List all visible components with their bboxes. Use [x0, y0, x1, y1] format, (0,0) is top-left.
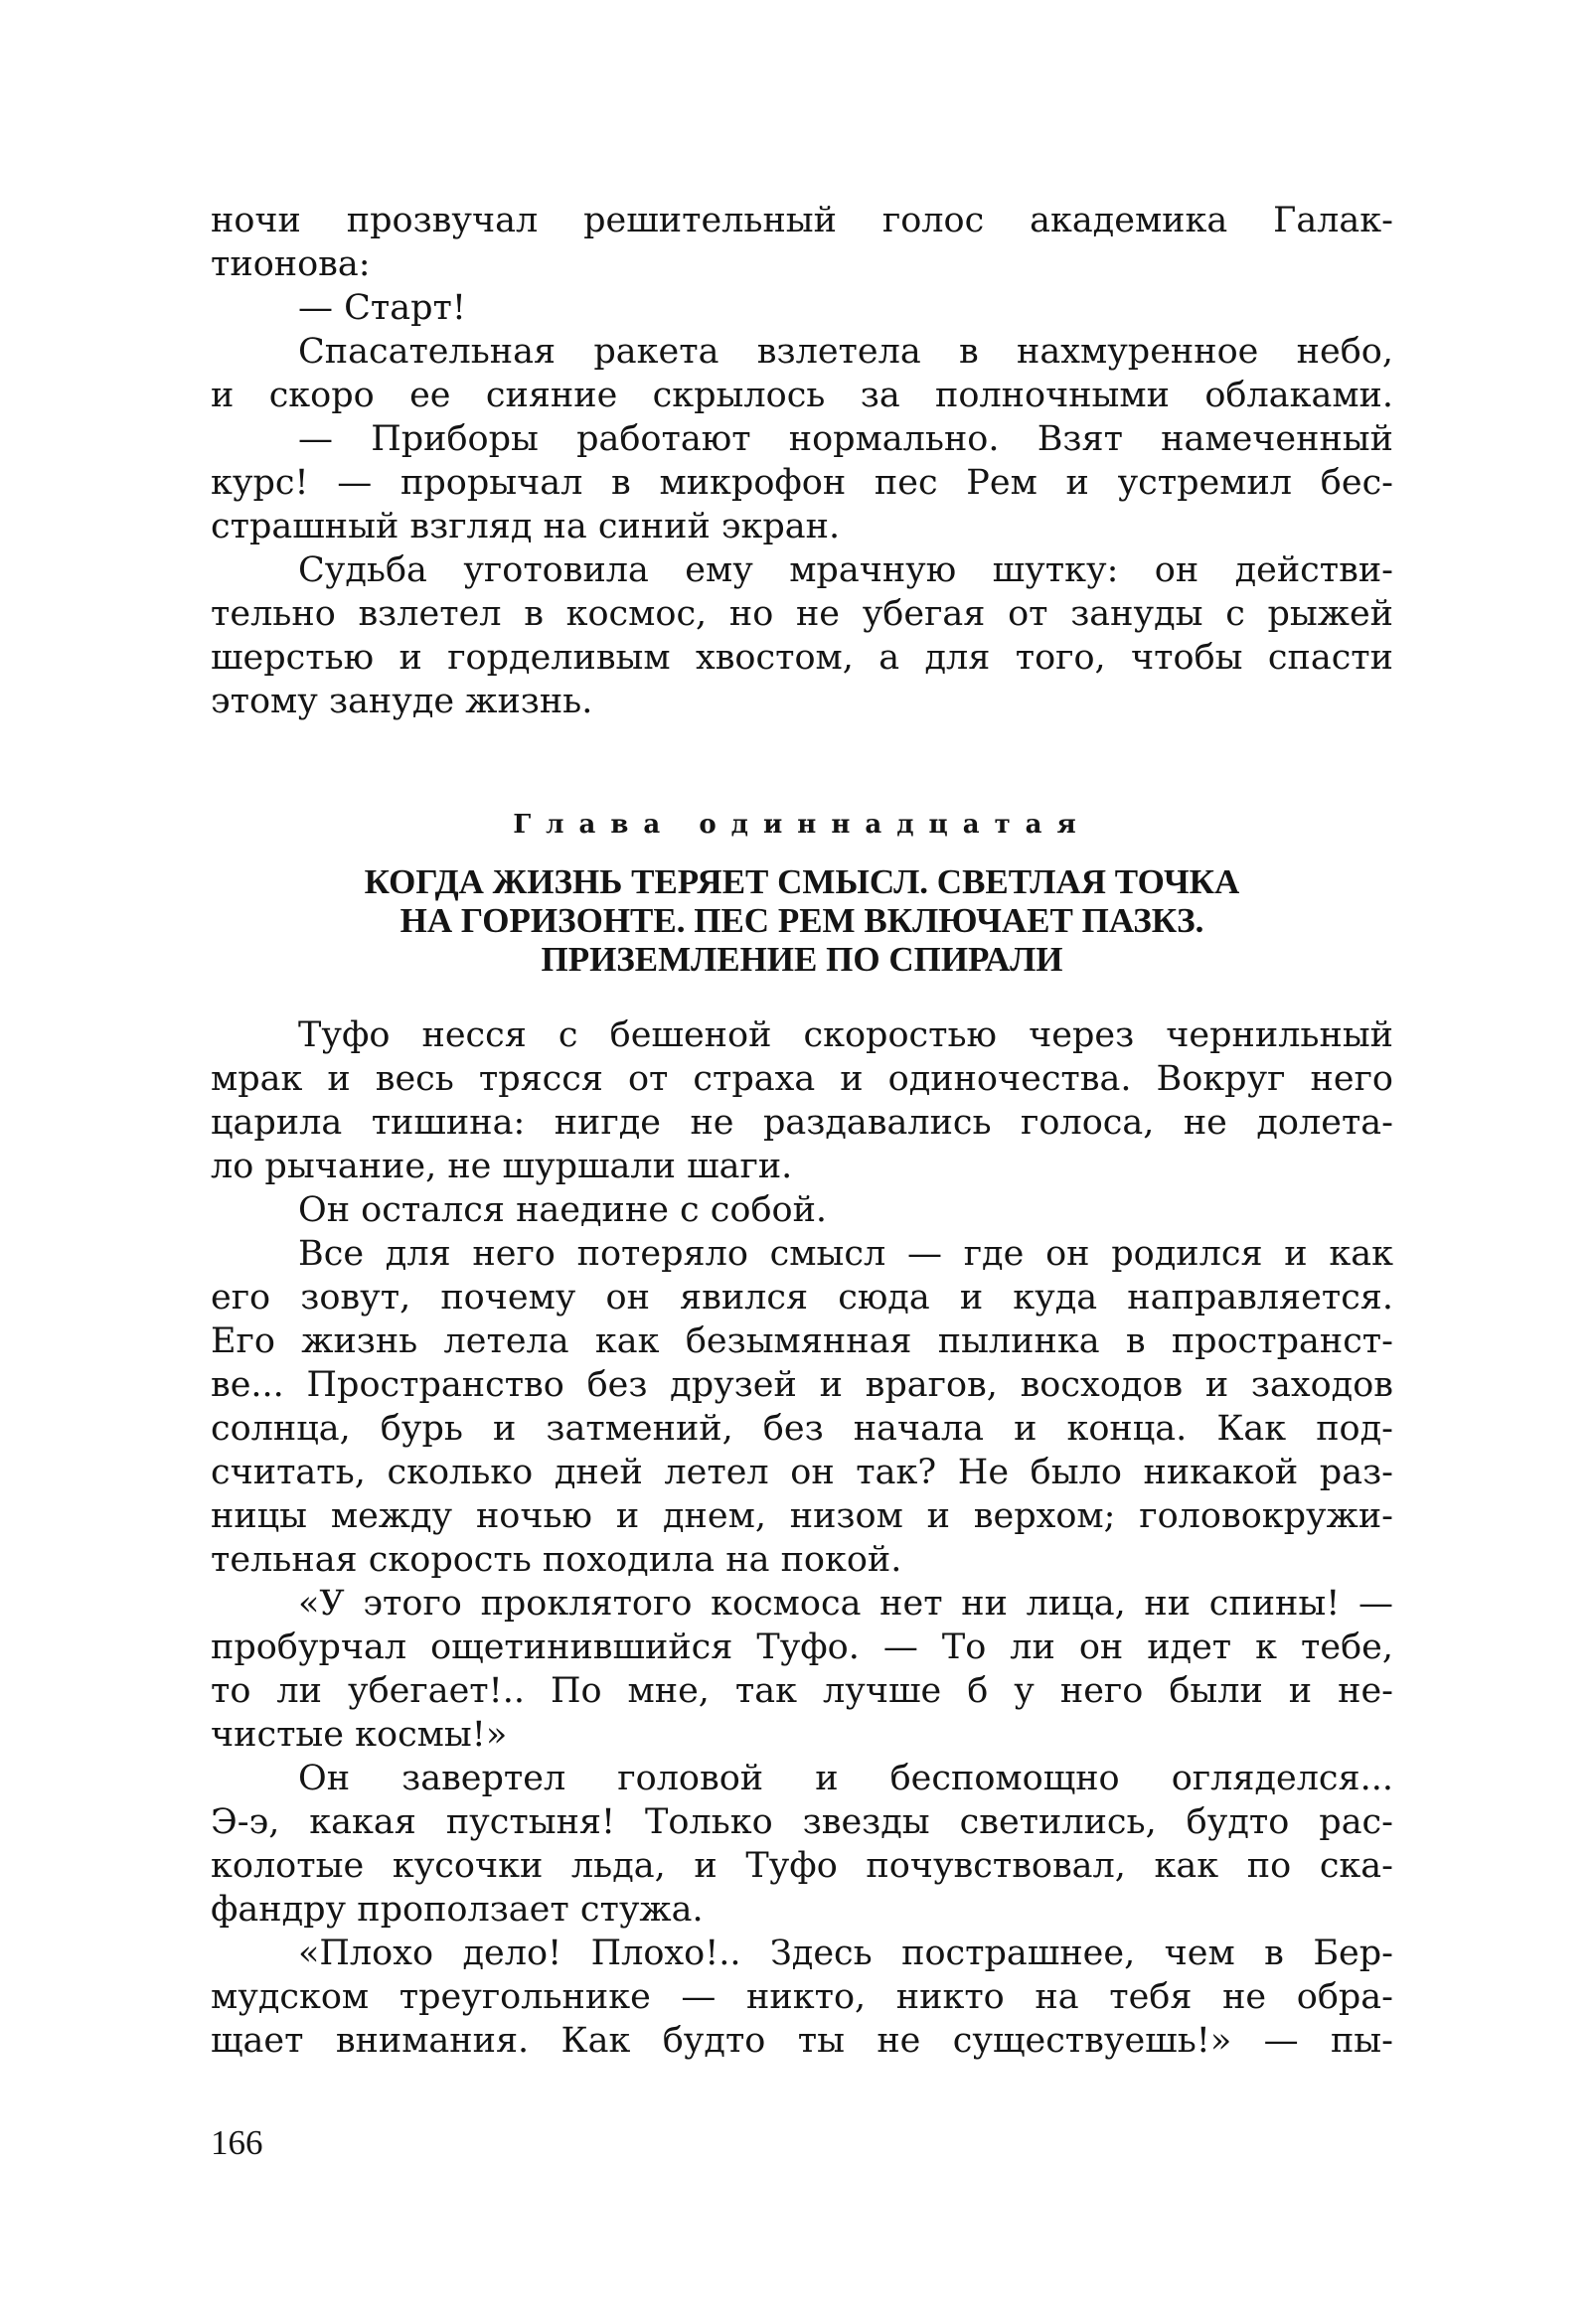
text-line: «У этого проклятого космоса нет ни лица, ни спины! — — [298, 1584, 1393, 1624]
chapter-title — [211, 862, 1393, 979]
text-line: щает внимания. Как будто ты не существуешь!» — пы- — [211, 2021, 1393, 2061]
text-line: — Старт! — [298, 288, 466, 328]
text-line: пробурчал ощетинившийся Туфо. — То ли он идет к тебе, — [211, 1627, 1393, 1667]
text-line: ницы между ночью и днем, низом и верхом; головокружи- — [211, 1496, 1393, 1536]
text-line: «Плохо дело! Плохо!.. Здесь пострашнее, чем в Бер- — [298, 1934, 1393, 1973]
text-line: считать, сколько дней летел он так? Не было никакой раз- — [211, 1453, 1393, 1492]
page-number: 166 — [211, 2123, 263, 2162]
text-line: Его жизнь летела как безымянная пылинка в пространст- — [211, 1321, 1393, 1361]
text-line: Судьба уготовила ему мрачную шутку: он действи- — [298, 550, 1393, 590]
text-line: Все для него потеряло смысл — где он родился и как — [298, 1234, 1393, 1274]
text-line: тельно взлетел в космос, но не убегая от зануды с рыжей — [211, 594, 1393, 634]
text-line: и скоро ее сияние скрылось за полночными облаками. — [211, 376, 1393, 415]
chapter-label: Глава одиннадцатая — [513, 810, 1091, 840]
text-line: этому зануде жизнь. — [211, 682, 593, 721]
text-line: солнца, бурь и затмений, без начала и конца. Как под- — [211, 1409, 1393, 1449]
text-line: курс! — прорычал в микрофон пес Рем и устремил бес- — [211, 463, 1393, 503]
chapter-title-line: ПРИЗЕМЛЕНИЕ ПО СПИРАЛИ — [541, 940, 1063, 979]
text-line: Спасательная ракета взлетела в нахмуренное небо, — [298, 332, 1393, 372]
book-page — [211, 199, 1393, 2186]
text-line: страшный взгляд на синий экран. — [211, 507, 841, 546]
text-line: тионова: — [211, 244, 371, 284]
text-line: фандру проползает стужа. — [211, 1890, 704, 1930]
chapter-title-line: НА ГОРИЗОНТЕ. ПЕС РЕМ ВКЛЮЧАЕТ ПАЗКЗ. — [399, 901, 1204, 940]
text-line: ве... Пространство без друзей и врагов, восходов и заходов — [211, 1365, 1393, 1405]
text-line: мрак и весь трясся от страха и одиночества. Вокруг него — [211, 1059, 1393, 1099]
text-line: чистые космы!» — [211, 1715, 508, 1755]
text-line: ло рычание, не шуршали шаги. — [211, 1147, 793, 1186]
chapter-title-line: КОГДА ЖИЗНЬ ТЕРЯЕТ СМЫСЛ. СВЕТЛАЯ ТОЧКА — [364, 862, 1240, 901]
text-line: ночи прозвучал решительный голос академика Галак- — [211, 201, 1393, 240]
text-line: Он завертел головой и беспомощно огляделся... — [298, 1759, 1393, 1798]
text-line: колотые кусочки льда, и Туфо почувствовал, как по ска- — [211, 1846, 1393, 1886]
text-line: царила тишина: нигде не раздавались голоса, не долета- — [211, 1103, 1393, 1143]
text-line: шерстью и горделивым хвостом, а для того, чтобы спасти — [211, 638, 1393, 678]
text-line: мудском треугольнике — никто, никто на тебя не обра- — [211, 1977, 1393, 2017]
text-line: его зовут, почему он явился сюда и куда направляется. — [211, 1278, 1393, 1317]
text-line: Туфо несся с бешеной скоростью через чернильный — [298, 1015, 1393, 1055]
text-line: то ли убегает!.. По мне, так лучше б у него были и не- — [211, 1671, 1393, 1711]
text-line: Э-э, какая пустыня! Только звезды светились, будто рас- — [211, 1802, 1393, 1842]
text-line: Он остался наедине с собой. — [298, 1190, 828, 1230]
text-line: — Приборы работают нормально. Взят намеченный — [298, 419, 1393, 459]
text-line: тельная скорость походила на покой. — [211, 1540, 902, 1580]
